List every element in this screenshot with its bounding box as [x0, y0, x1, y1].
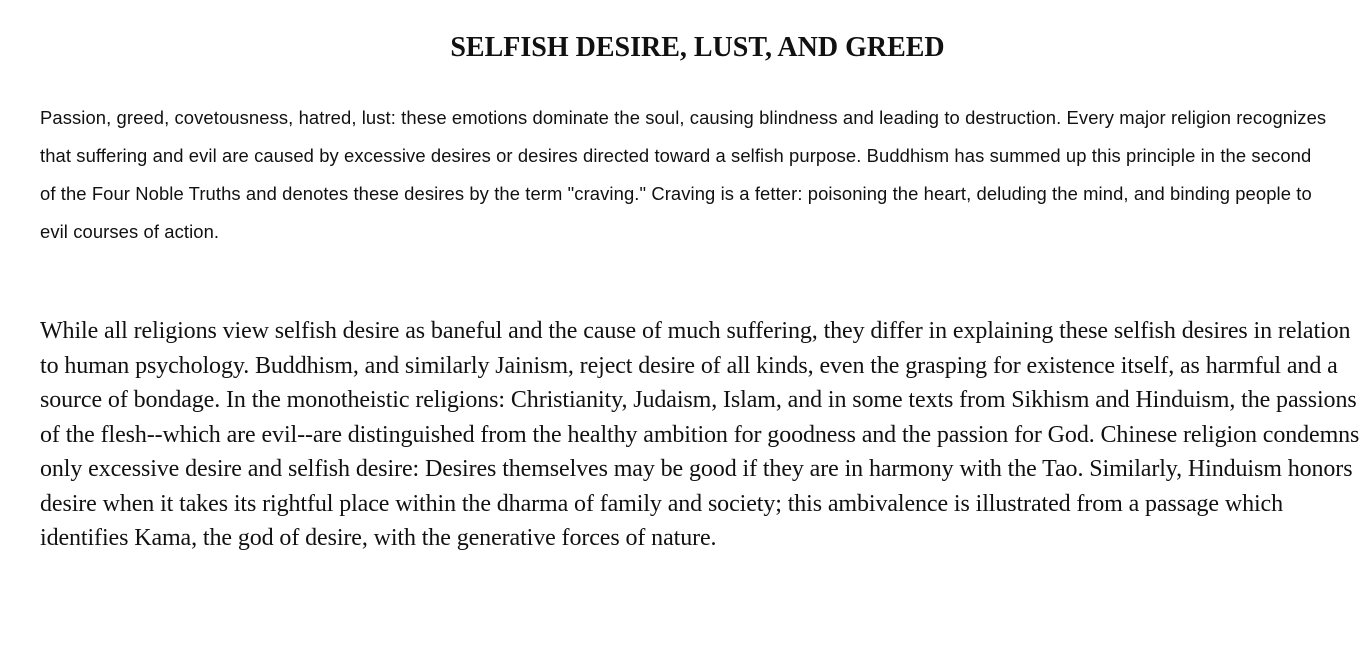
- body-paragraph: While all religions view selfish desire as baneful and the cause of much suffering, they differ in explaining these selfish desires in relation to human psychology. Buddhism, and similarly Jainism, reject desire of all kinds, even the grasping for existence itself, as harmful and a source of bondage. In the monotheistic religions: Christianity, Judaism, Islam, and in some texts from Sikhism and Hinduism, the passions of the flesh--which are evil--are distinguished from the healthy ambition for goodness and the passion for God. Chinese religion condemns only excessive desire and selfish desire: Desires themselves may be good if they are in harmony with the Tao. Similarly, Hinduism honors desire when it takes its rightful place within the dharma of family and society; this ambivalence is illustrated from a passage which identifies Kama, the god of desire, with the generative forces of nature.: [40, 318, 1360, 551]
- intro-paragraph: Passion, greed, covetousness, hatred, lust: these emotions dominate the soul, causing blindness and leading to destruction. Every major religion recognizes that suffering and evil are caused by excessive desires or desires directed toward a selfish purpose. Buddhism has summed up this principle in the second of the Four Noble Truths and denotes these desires by the term "craving." Craving is a fetter: poisoning the heart, deluding the mind, and binding people to evil courses of action.: [40, 107, 1327, 242]
- page-title: SELFISH DESIRE, LUST, AND GREED: [450, 32, 945, 63]
